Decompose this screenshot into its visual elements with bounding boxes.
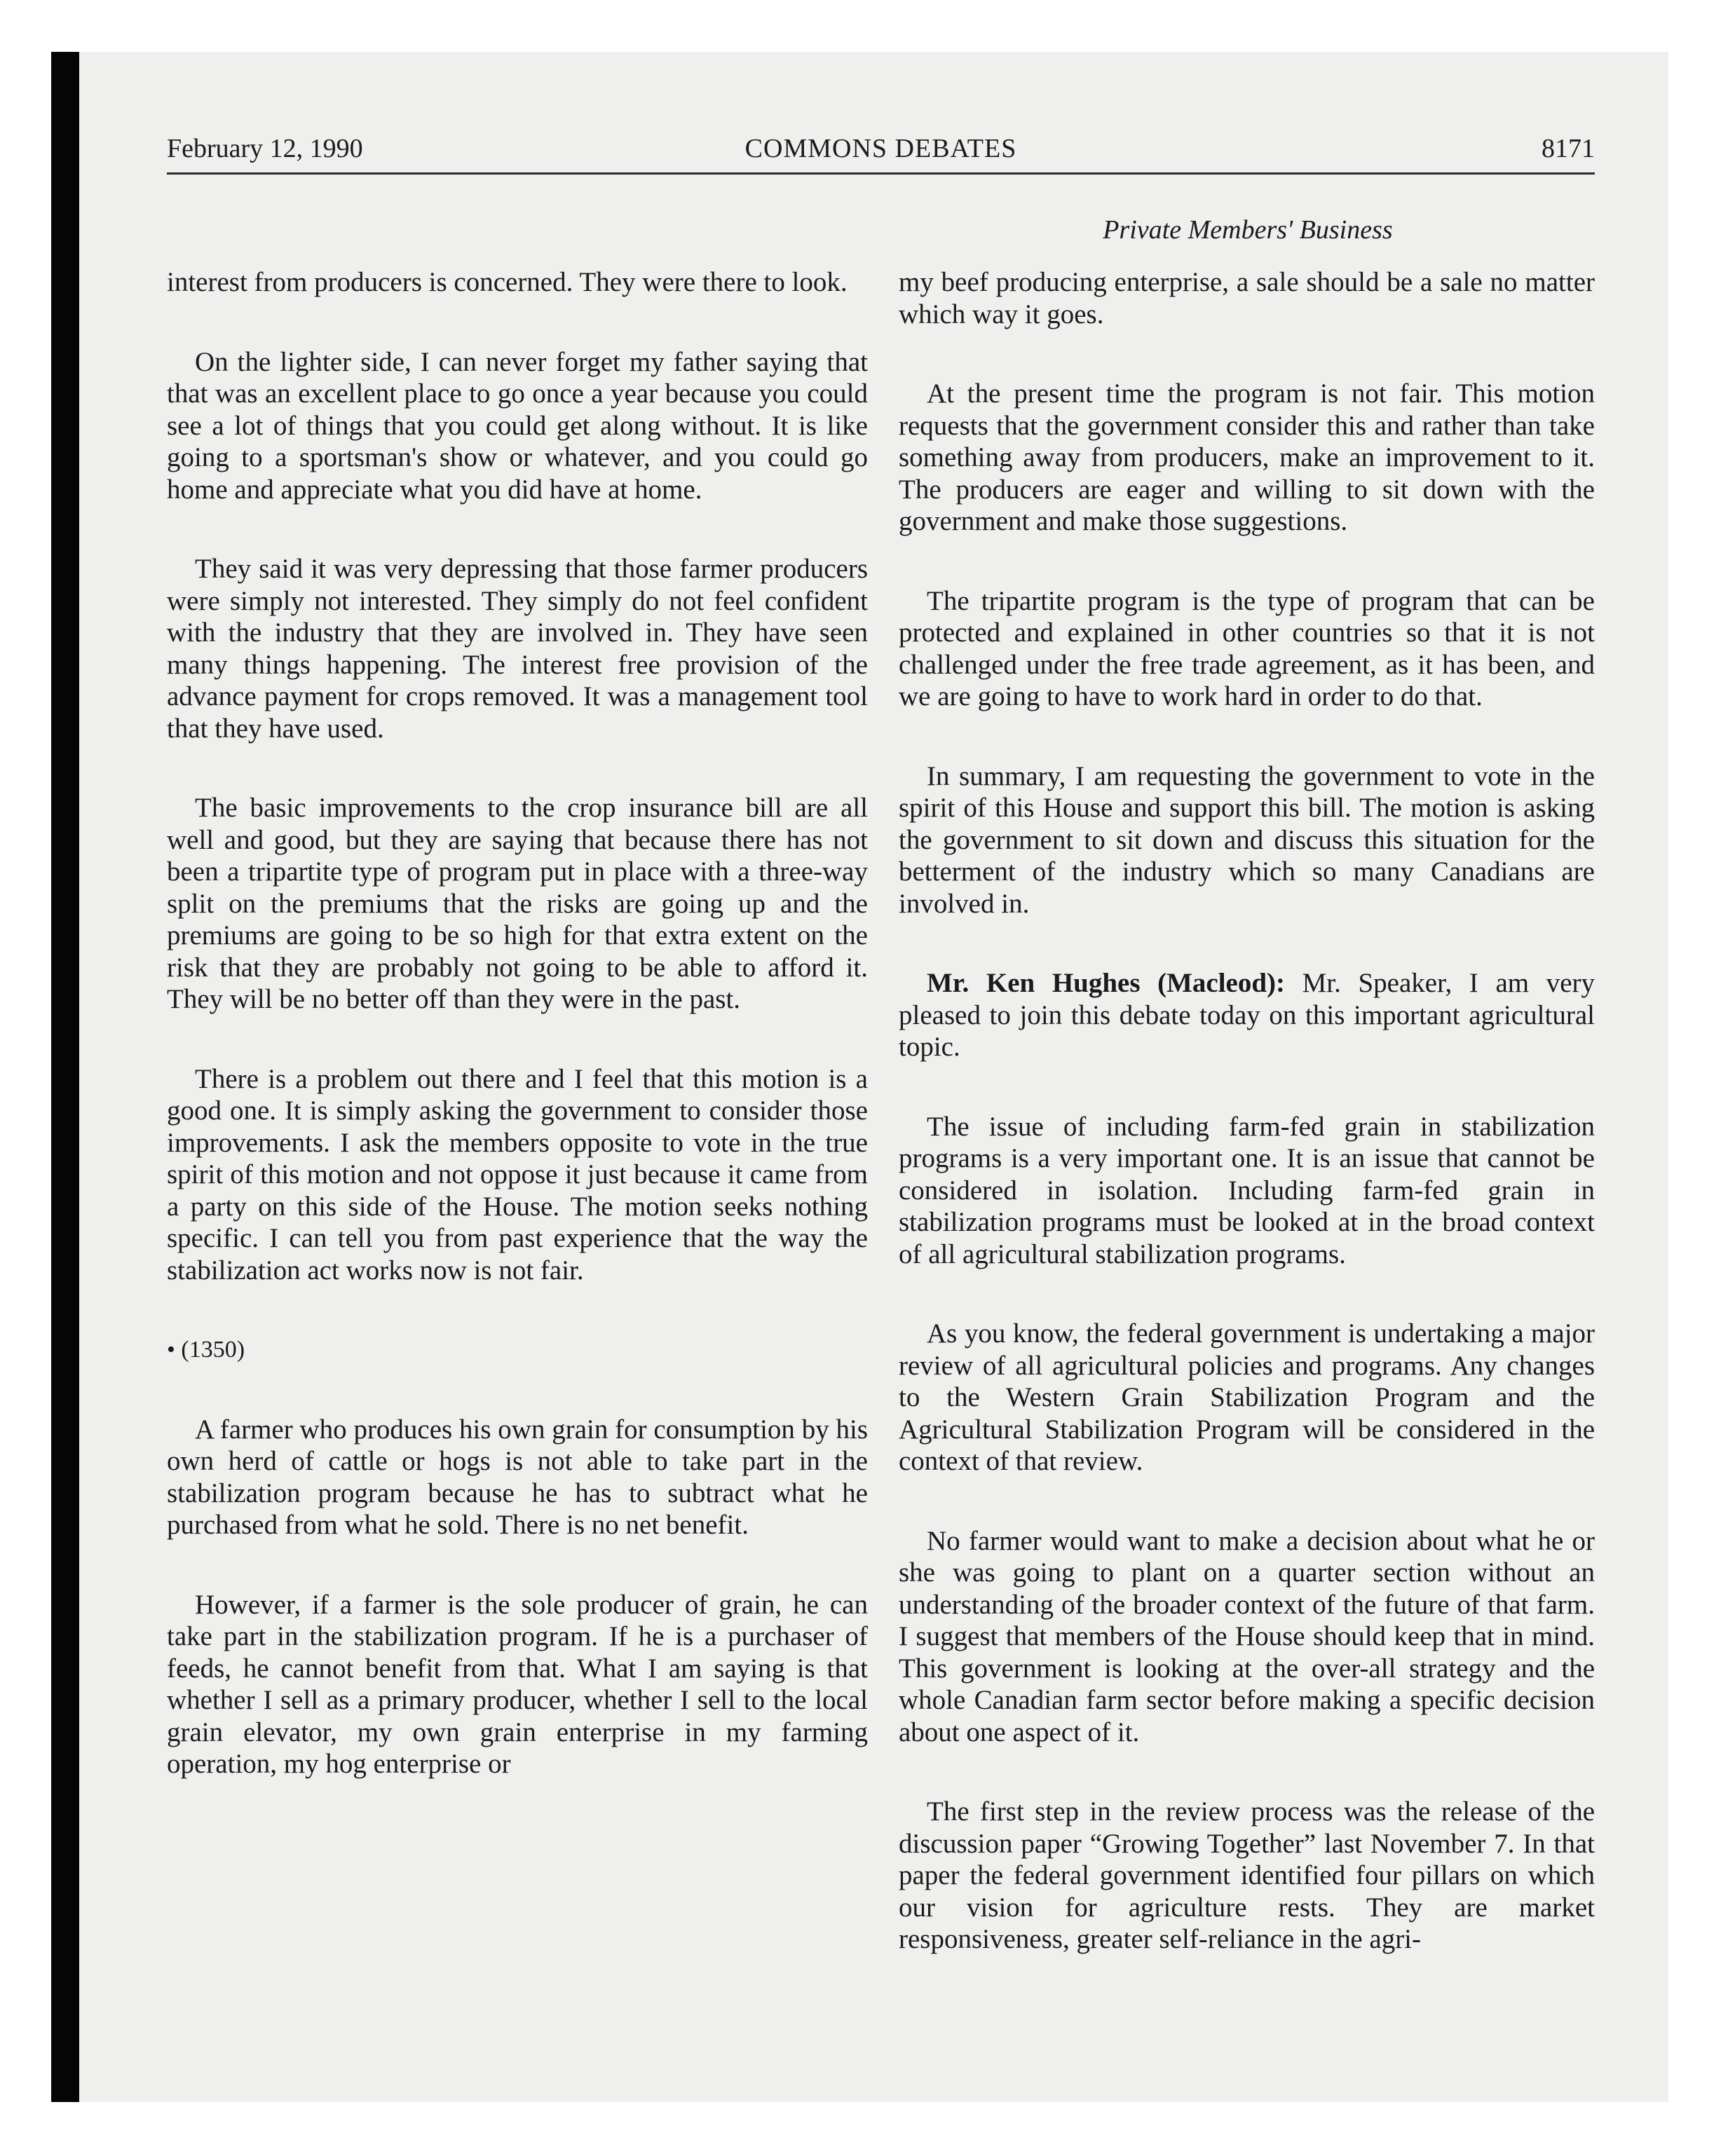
- paragraph: interest from producers is concerned. They were there to look.: [167, 267, 848, 297]
- paragraph: However, if a farmer is the sole producer of grain, he can take part in the stabilization program. If he is a purchaser of feeds, he cannot benefit from that. What I am saying is that whether I sell as a primary producer, whether I sell to the local grain elevator, my own grain enterprise in my farming operation, my hog enterprise or: [167, 1589, 868, 1779]
- speech-paragraph: [899, 967, 1595, 1063]
- left-column: [167, 266, 868, 1828]
- right-column: [899, 266, 1595, 2003]
- paragraph: At the present time the program is not fair. This motion requests that the government consider this and rather than take something away from producers, make an improvement to it. The producers are eager and willing to sit down with the government and make those suggestions.: [899, 378, 1595, 536]
- paragraph: There is a problem out there and I feel that this motion is a good one. It is simply asking the government to consider those improvements. I ask the members opposite to vote in the true spirit of this motion and not oppose it just because it came from a party on this side of the House. The motion seeks nothing specific. I can tell you from past experience that the way the stabilization act works now is not fair.: [167, 1063, 868, 1285]
- paragraph: The basic improvements to the crop insurance bill are all well and good, but they are saying that because there has not been a tripartite type of program put in place with a three-way split on the premiums that the risks are going up and the premiums are going to be so high for that extra extent on the risk that they are probably not going to be able to afford it. They will be no better off than they were in the past.: [167, 793, 868, 1014]
- section-title: Private Members' Business: [1103, 215, 1393, 245]
- header-rule: [167, 172, 1595, 175]
- paragraph: A farmer who produces his own grain for consumption by his own herd of cattle or hogs is not able to take part in the stabilization program because he has to subtract what he purchased from what he sold. There is no net benefit.: [167, 1414, 868, 1540]
- speaker-name: Mr. Ken Hughes (Macleod):: [927, 968, 1286, 998]
- paragraph: The issue of including farm-fed grain in stabilization programs is a very important one. It is an issue that cannot be considered in isolation. Including farm-fed grain in stabilization programs must be looked at in the broad context of all agricultural stabilization programs.: [899, 1111, 1595, 1269]
- header-date: February 12, 1990: [167, 134, 363, 163]
- header-page-number: 8171: [1542, 134, 1595, 163]
- page-header: [167, 133, 1595, 175]
- paragraph: They said it was very depressing that those farmer producers were simply not interested. They simply do not feel confident with the industry that they are involved in. They have seen many things happening. The interest free provision of the advance payment for crops removed. It was a management tool that they have used.: [167, 554, 868, 744]
- paragraph: In summary, I am requesting the government to vote in the spirit of this House and support this bill. The motion is asking the government to sit down and discuss this situation for the betterment of the industry which so many Canadians are involved in.: [899, 760, 1595, 919]
- paragraph: No farmer would want to make a decision about what he or she was going to plant on a quarter section without an understanding of the broader context of the future of that farm. I suggest that members of the House should keep that in mind. This government is looking at the over-all strategy and the whole Canadian farm sector before making a specific decision about one aspect of it.: [899, 1525, 1595, 1747]
- time-marker: • (1350): [167, 1337, 245, 1363]
- paragraph: my beef producing enterprise, a sale should be a sale no matter which way it goes.: [899, 267, 1595, 329]
- scan-binding-edge: [51, 52, 79, 2102]
- paragraph: As you know, the federal government is undertaking a major review of all agricultural policies and programs. Any changes to the Western Grain Stabilization Program and the Agricultural Stabilization Program will be considered in the context of that review.: [899, 1318, 1595, 1476]
- paragraph: The first step in the review process was the release of the discussion paper “Growing Together” last November 7. In that paper the federal government identified four pillars on which our vision for agriculture rests. They are market responsiveness, greater self-reliance in the agri-: [899, 1796, 1595, 1954]
- speech-text: Mr. Speaker, I am very pleased to join this debate today on this important agricultural topic.: [899, 968, 1595, 1062]
- header-title: COMMONS DEBATES: [744, 134, 1017, 163]
- paragraph: The tripartite program is the type of program that can be protected and explained in other countries so that it is not challenged under the free trade agreement, as it has been, and we are going to have to work hard in order to do that.: [899, 585, 1595, 711]
- paragraph: On the lighter side, I can never forget my father saying that that was an excellent place to go once a year because you could see a lot of things that you could get along without. It is like going to a sportsman's show or whatever, and you could go home and appreciate what you did have at home.: [167, 346, 868, 505]
